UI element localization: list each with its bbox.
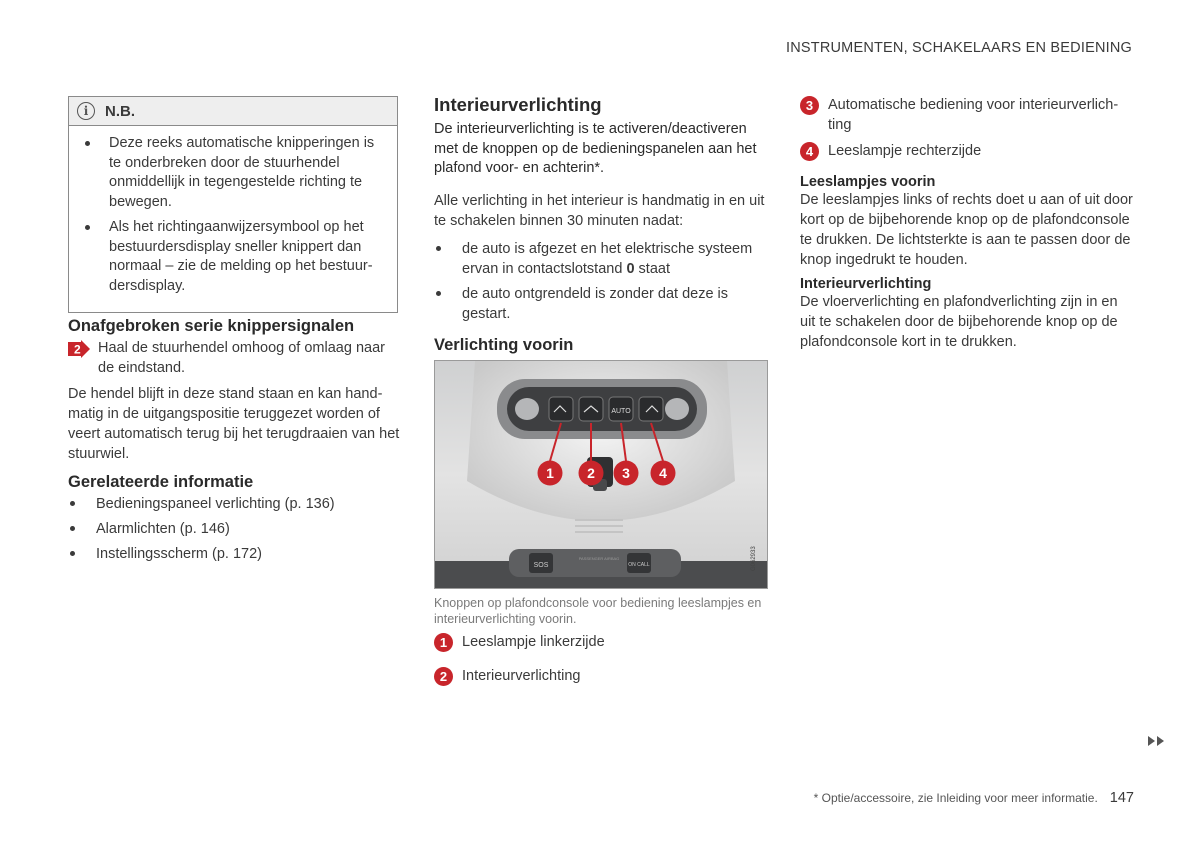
page-number: 147 — [1109, 790, 1134, 806]
ignition-position: 0 — [626, 260, 635, 277]
callout-3 — [614, 461, 639, 486]
overhead-console-illustration — [435, 361, 767, 588]
step-arrow-icon — [68, 340, 90, 358]
related-list — [68, 494, 400, 564]
note-item: Deze reeks automatische knipperingen is te onderbreken door de stuurhendel onmiddellijk in tegengestelde richting te bewegen. — [83, 134, 385, 212]
info-icon: i — [77, 102, 95, 120]
svg-text:3: 3 — [622, 465, 630, 481]
image-code: G062933 — [751, 546, 757, 571]
footnote: * Optie/accessoire, zie Inleiding voor meer informatie. — [813, 791, 1098, 805]
step-number: 2 — [74, 342, 81, 357]
related-link[interactable]: Instellingsscherm (p. 172) — [68, 544, 400, 564]
note-box — [68, 96, 398, 313]
note-title: N.B. — [105, 102, 135, 120]
note-header — [69, 97, 397, 126]
callout-number: 2 — [434, 667, 453, 686]
callout-item — [800, 95, 1134, 135]
page-footer — [814, 790, 1134, 806]
column-3 — [800, 95, 1134, 352]
interior-lighting-heading: Interieurverlichting — [800, 276, 932, 292]
overhead-console-figure — [434, 360, 768, 589]
callout-item — [434, 632, 770, 652]
interior-bullet: de auto is afgezet en het elektrische systeem ervan in contactslotstand 0 staat — [434, 239, 770, 279]
callout-number: 1 — [434, 633, 453, 652]
interior-paragraph: Alle verlichting in het interieur is handmatig in en uit te schakelen binnen 30 minuten nadat: — [434, 192, 765, 229]
interior-bullet: de auto ontgrendeld is zonder dat deze is gestart. — [434, 284, 770, 324]
note-item: Als het richtingaanwijzersymbool op het bestuurdersdisplay sneller knippert dan normaal – zie de melding op het bestuurdersdisplay. — [83, 218, 385, 296]
callout-4 — [651, 461, 676, 486]
callout-text: Leeslampje linkerzijde — [462, 634, 605, 650]
interior-lighting-paragraph: De vloerverlichting en plafondverlichting zijn in en uit te schakelen door de bijbehorende knop op de plafondconsole kort in te drukken. — [800, 294, 1118, 350]
callout-text: Leeslampje rechterzijde — [828, 143, 982, 159]
callout-number: 4 — [800, 142, 819, 161]
figure-caption: Knoppen op plafondconsole voor bediening leeslampjes en interieurverlichting voorin. — [434, 596, 762, 626]
step-text: Haal de stuurhendel omhoog of omlaag naar de eindstand. — [98, 340, 385, 376]
reading-lamps-heading: Leeslampjes voorin — [800, 174, 936, 190]
callout-list-left — [434, 632, 770, 686]
svg-text:1: 1 — [546, 465, 554, 481]
step-item — [68, 338, 400, 378]
blink-paragraph: De hendel blijft in deze stand staan en kan handmatig in de uitgangspositie teruggezet worden of veert automatisch terug bij het terugdraaien van het stuurwiel. — [68, 386, 400, 462]
callout-text: Interieurverlichting — [462, 668, 581, 684]
svg-text:2: 2 — [587, 465, 595, 481]
sos-label: SOS — [533, 562, 549, 569]
related-section — [68, 473, 400, 569]
front-lighting-heading: Verlichting voorin — [434, 336, 574, 354]
interior-section — [434, 94, 770, 329]
callout-number: 3 — [800, 96, 819, 115]
svg-text:4: 4 — [659, 465, 667, 481]
next-page-icon[interactable] — [1148, 735, 1166, 747]
on-call-label: ON CALL — [628, 562, 650, 568]
related-link[interactable]: Alarmlichten (p. 146) — [68, 519, 400, 539]
reading-lamps-paragraph: De leeslampjes links of rechts doet u aan of uit door kort op de bijbehorende knop op de plafondconsole te drukken. De lichtsterkte is aan te passen door de knop ingedrukt te houden. — [800, 192, 1133, 268]
interior-intro: De interieurverlichting is te activeren/deactiveren met de knoppen op de bedieningspanelen aan het plafond voor- en achterin*. — [434, 121, 757, 176]
callout-item — [434, 666, 770, 686]
callout-item — [800, 141, 1134, 161]
callout-1 — [538, 461, 563, 486]
panel-label: PASSENGER AIRBAG — [578, 556, 620, 561]
callout-2 — [579, 461, 604, 486]
interior-heading: Interieurverlichting — [434, 94, 602, 115]
note-list — [69, 126, 397, 312]
blink-heading: Onafgebroken serie knippersignalen — [68, 317, 355, 335]
auto-button-label: AUTO — [611, 408, 631, 415]
related-link[interactable]: Bedieningspaneel verlichting (p. 136) — [68, 494, 400, 514]
interior-bullets — [434, 239, 770, 324]
callout-text: Automatische bediening voor interieurverlichting — [828, 97, 1119, 133]
page-header: INSTRUMENTEN, SCHAKELAARS EN BEDIENING — [786, 40, 1132, 56]
related-heading: Gerelateerde informatie — [68, 473, 254, 491]
blink-section — [68, 317, 400, 464]
